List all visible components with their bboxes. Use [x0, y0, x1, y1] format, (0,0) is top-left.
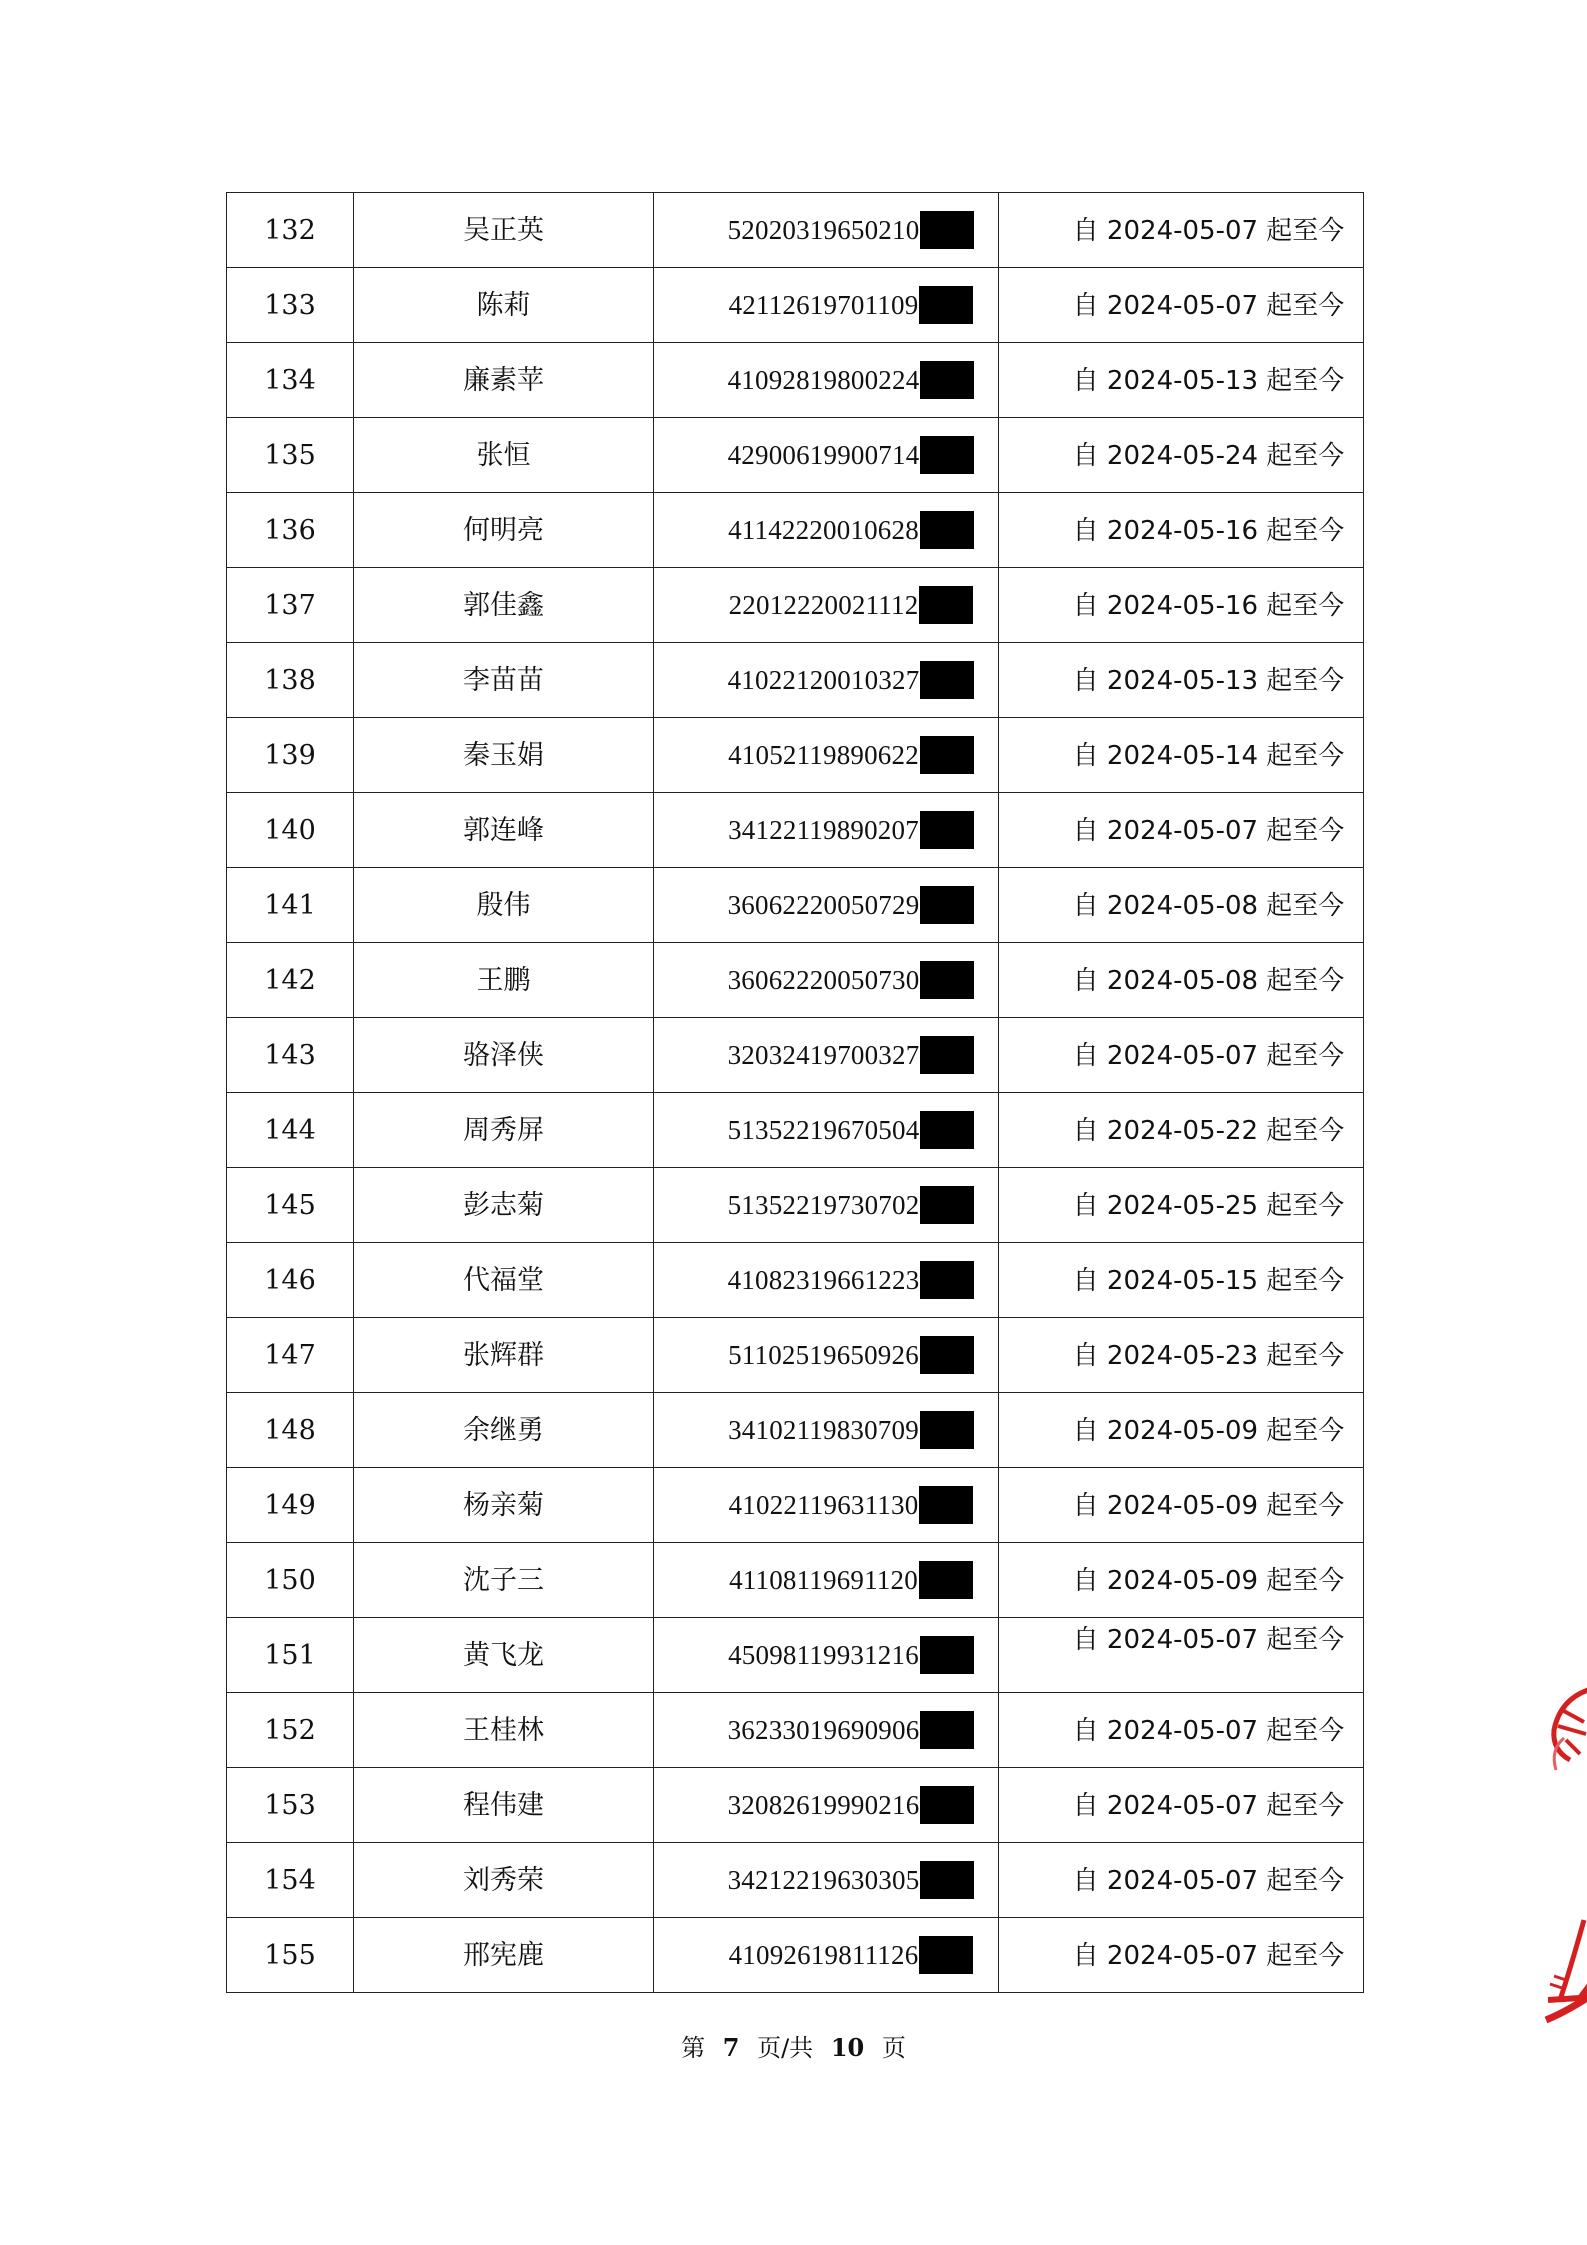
date-cell: [999, 1243, 1364, 1318]
id-number-wrap: [728, 1711, 975, 1749]
row-number-cell: 137: [227, 568, 354, 643]
name-cell: 代福堂: [354, 1243, 654, 1318]
date-text: 自 2024-05-24 起至今: [1072, 440, 1345, 471]
name-cell: 张恒: [354, 418, 654, 493]
date-text: 自 2024-05-07 起至今: [1072, 1040, 1345, 1071]
row-number-cell: 149: [227, 1468, 354, 1543]
date-cell: [999, 1468, 1364, 1543]
id-number-cell: [654, 1618, 999, 1693]
id-number-wrap: [728, 736, 974, 774]
date-cell: [999, 343, 1364, 418]
name-cell: 秦玉娟: [354, 718, 654, 793]
name-cell: 何明亮: [354, 493, 654, 568]
roster-table: [226, 192, 1364, 1993]
id-number-text: 41022119631130: [728, 1489, 919, 1520]
table-row: [227, 1393, 1364, 1468]
redaction-block: [920, 811, 974, 849]
date-text: 自 2024-05-07 起至今: [1072, 215, 1345, 246]
id-number-text: 36062220050730: [727, 964, 920, 995]
table-row: [227, 868, 1364, 943]
id-number-text: 34102119830709: [728, 1414, 919, 1445]
id-number-cell: [654, 343, 999, 418]
table-row: [227, 1018, 1364, 1093]
footer-suffix: 页: [881, 2034, 906, 2062]
id-number-wrap: [728, 1111, 975, 1149]
table-row: [227, 1318, 1364, 1393]
id-number-cell: [654, 1018, 999, 1093]
redaction-block: [919, 1561, 973, 1599]
name-cell: 刘秀荣: [354, 1843, 654, 1918]
row-number-cell: 142: [227, 943, 354, 1018]
row-number-cell: 148: [227, 1393, 354, 1468]
name-cell: 殷伟: [354, 868, 654, 943]
date-text: 自 2024-05-09 起至今: [1072, 1565, 1345, 1596]
date-cell: [999, 568, 1364, 643]
footer-current-page: 7: [722, 2033, 740, 2062]
table-row: [227, 718, 1364, 793]
table-row: [227, 1543, 1364, 1618]
redaction-block: [920, 661, 974, 699]
id-number-text: 36233019690906: [727, 1714, 920, 1745]
name-cell: 王鹏: [354, 943, 654, 1018]
name-cell: 郭连峰: [354, 793, 654, 868]
row-number-cell: 147: [227, 1318, 354, 1393]
id-number-wrap: [728, 961, 975, 999]
date-text: 自 2024-05-22 起至今: [1072, 1115, 1345, 1146]
redaction-block: [919, 1936, 973, 1974]
date-text: 自 2024-05-13 起至今: [1072, 665, 1345, 696]
redaction-block: [919, 1486, 973, 1524]
id-number-wrap: [728, 1336, 974, 1374]
redaction-block: [919, 286, 973, 324]
table-row: [227, 268, 1364, 343]
row-number-cell: 143: [227, 1018, 354, 1093]
name-cell: 黄飞龙: [354, 1618, 654, 1693]
id-number-wrap: [728, 211, 975, 249]
row-number-cell: 141: [227, 868, 354, 943]
id-number-cell: [654, 1093, 999, 1168]
table-row: [227, 1468, 1364, 1543]
row-number-cell: 138: [227, 643, 354, 718]
date-text: 自 2024-05-14 起至今: [1072, 740, 1345, 771]
redaction-block: [920, 1411, 974, 1449]
name-cell: 李苗苗: [354, 643, 654, 718]
id-number-text: 34122119890207: [728, 814, 919, 845]
date-text: 自 2024-05-23 起至今: [1072, 1340, 1345, 1371]
row-number-cell: 140: [227, 793, 354, 868]
date-cell: [999, 1168, 1364, 1243]
id-number-text: 51352219670504: [727, 1114, 920, 1145]
id-number-cell: [654, 1468, 999, 1543]
name-cell: 周秀屏: [354, 1093, 654, 1168]
row-number-cell: 154: [227, 1843, 354, 1918]
date-text: 自 2024-05-07 起至今: [1072, 1790, 1345, 1821]
name-cell: 骆泽侠: [354, 1018, 654, 1093]
table-row: [227, 1243, 1364, 1318]
row-number-cell: 146: [227, 1243, 354, 1318]
date-text: 自 2024-05-16 起至今: [1072, 515, 1345, 546]
id-number-cell: [654, 1243, 999, 1318]
red-seal-stamp: [1540, 1670, 1587, 2050]
date-cell: [999, 1018, 1364, 1093]
name-cell: 王桂林: [354, 1693, 654, 1768]
table-row: [227, 1768, 1364, 1843]
id-number-text: 41082319661223: [727, 1264, 920, 1295]
redaction-block: [920, 1261, 974, 1299]
id-number-text: 22012220021112: [728, 589, 919, 620]
date-cell: [999, 868, 1364, 943]
redaction-block: [920, 361, 974, 399]
table-row: [227, 1168, 1364, 1243]
row-number-cell: 134: [227, 343, 354, 418]
id-number-text: 41108119691120: [729, 1564, 918, 1595]
name-cell: 吴正英: [354, 193, 654, 268]
table-row: [227, 418, 1364, 493]
name-cell: 彭志菊: [354, 1168, 654, 1243]
id-number-wrap: [728, 436, 975, 474]
id-number-wrap: [729, 1561, 973, 1599]
date-cell: [999, 793, 1364, 868]
row-number-cell: 135: [227, 418, 354, 493]
id-number-cell: [654, 793, 999, 868]
table-row: [227, 493, 1364, 568]
id-number-cell: [654, 1318, 999, 1393]
redaction-block: [920, 736, 974, 774]
id-number-text: 32032419700327: [727, 1039, 920, 1070]
date-cell: [999, 1843, 1364, 1918]
date-text: 自 2024-05-07 起至今: [1072, 1715, 1345, 1746]
id-number-cell: [654, 1543, 999, 1618]
id-number-wrap: [728, 1861, 975, 1899]
name-cell: 余继勇: [354, 1393, 654, 1468]
id-number-wrap: [728, 661, 975, 699]
id-number-wrap: [728, 886, 975, 924]
table-row: [227, 193, 1364, 268]
id-number-text: 51352219730702: [727, 1189, 920, 1220]
table-row: [227, 1618, 1364, 1693]
redaction-block: [920, 886, 974, 924]
id-number-cell: [654, 418, 999, 493]
page-footer: [0, 2028, 1587, 2063]
table-row: [227, 343, 1364, 418]
row-number-cell: 139: [227, 718, 354, 793]
date-text: 自 2024-05-07 起至今: [1072, 1865, 1345, 1896]
row-number-cell: 136: [227, 493, 354, 568]
date-text: 自 2024-05-08 起至今: [1072, 890, 1345, 921]
date-cell: [999, 1768, 1364, 1843]
id-number-text: 32082619990216: [727, 1789, 920, 1820]
id-number-wrap: [729, 586, 974, 624]
row-number-cell: 155: [227, 1918, 354, 1993]
id-number-cell: [654, 868, 999, 943]
redaction-block: [920, 1336, 974, 1374]
id-number-text: 42900619900714: [727, 439, 920, 470]
id-number-wrap: [728, 1261, 975, 1299]
id-number-cell: [654, 1768, 999, 1843]
row-number-cell: 132: [227, 193, 354, 268]
date-text: 自 2024-05-09 起至今: [1072, 1415, 1345, 1446]
id-number-cell: [654, 493, 999, 568]
id-number-text: 41092619811126: [728, 1939, 919, 1970]
date-cell: [999, 1393, 1364, 1468]
redaction-block: [920, 1711, 974, 1749]
id-number-text: 41142220010628: [728, 514, 919, 545]
row-number-cell: 133: [227, 268, 354, 343]
redaction-block: [920, 1111, 974, 1149]
table-row: [227, 568, 1364, 643]
date-cell: [999, 193, 1364, 268]
redaction-block: [919, 586, 973, 624]
date-cell: [999, 1693, 1364, 1768]
id-number-text: 51102519650926: [728, 1339, 919, 1370]
date-text: 自 2024-05-07 起至今: [1072, 815, 1345, 846]
id-number-text: 41052119890622: [728, 739, 919, 770]
id-number-wrap: [728, 1636, 974, 1674]
footer-prefix: 第: [681, 2034, 706, 2062]
id-number-cell: [654, 1918, 999, 1993]
id-number-wrap: [728, 1186, 975, 1224]
date-text: 自 2024-05-13 起至今: [1072, 365, 1345, 396]
name-cell: 程伟建: [354, 1768, 654, 1843]
id-number-wrap: [729, 286, 974, 324]
redaction-block: [920, 1786, 974, 1824]
date-text: 自 2024-05-25 起至今: [1072, 1190, 1345, 1221]
table-row: [227, 793, 1364, 868]
name-cell: 张辉群: [354, 1318, 654, 1393]
redaction-block: [920, 961, 974, 999]
id-number-cell: [654, 643, 999, 718]
id-number-wrap: [728, 511, 974, 549]
date-cell: [999, 1543, 1364, 1618]
id-number-text: 41092819800224: [727, 364, 920, 395]
id-number-text: 41022120010327: [727, 664, 920, 695]
table-row: [227, 943, 1364, 1018]
id-number-wrap: [729, 1486, 974, 1524]
name-cell: 邢宪鹿: [354, 1918, 654, 1993]
date-text: 自 2024-05-08 起至今: [1072, 965, 1345, 996]
date-text: 自 2024-05-16 起至今: [1072, 590, 1345, 621]
id-number-cell: [654, 193, 999, 268]
id-number-cell: [654, 1843, 999, 1918]
date-cell: [999, 418, 1364, 493]
id-number-wrap: [728, 1411, 974, 1449]
id-number-cell: [654, 718, 999, 793]
date-cell: [999, 1618, 1364, 1693]
row-number-cell: 144: [227, 1093, 354, 1168]
id-number-text: 34212219630305: [727, 1864, 920, 1895]
date-cell: [999, 718, 1364, 793]
redaction-block: [920, 1036, 974, 1074]
footer-middle: 页/共: [757, 2034, 814, 2062]
id-number-cell: [654, 1393, 999, 1468]
id-number-wrap: [728, 1036, 975, 1074]
id-number-cell: [654, 268, 999, 343]
date-text: 自 2024-05-15 起至今: [1072, 1265, 1345, 1296]
id-number-cell: [654, 1693, 999, 1768]
id-number-wrap: [728, 361, 975, 399]
row-number-cell: 145: [227, 1168, 354, 1243]
redaction-block: [920, 511, 974, 549]
date-text: 自 2024-05-07 起至今: [1072, 290, 1345, 321]
name-cell: 杨亲菊: [354, 1468, 654, 1543]
roster-table-body: [227, 193, 1364, 1993]
id-number-wrap: [728, 811, 974, 849]
id-number-text: 36062220050729: [727, 889, 920, 920]
id-number-wrap: [728, 1786, 975, 1824]
table-row: [227, 1843, 1364, 1918]
date-cell: [999, 1318, 1364, 1393]
date-cell: [999, 1093, 1364, 1168]
date-text: 自 2024-05-09 起至今: [1072, 1490, 1345, 1521]
id-number-text: 45098119931216: [728, 1639, 919, 1670]
footer-total-pages: 10: [830, 2033, 865, 2062]
row-number-cell: 150: [227, 1543, 354, 1618]
id-number-wrap: [729, 1936, 974, 1974]
redaction-block: [920, 1186, 974, 1224]
date-cell: [999, 493, 1364, 568]
redaction-block: [920, 1861, 974, 1899]
id-number-text: 52020319650210: [727, 214, 920, 245]
name-cell: 郭佳鑫: [354, 568, 654, 643]
date-cell: [999, 268, 1364, 343]
date-text: 自 2024-05-07 起至今: [1072, 1624, 1345, 1655]
row-number-cell: 152: [227, 1693, 354, 1768]
name-cell: 沈子三: [354, 1543, 654, 1618]
date-text: 自 2024-05-07 起至今: [1072, 1940, 1345, 1971]
table-row: [227, 643, 1364, 718]
redaction-block: [920, 1636, 974, 1674]
id-number-text: 42112619701109: [728, 289, 919, 320]
redaction-block: [920, 211, 974, 249]
name-cell: 陈莉: [354, 268, 654, 343]
name-cell: 廉素苹: [354, 343, 654, 418]
date-cell: [999, 643, 1364, 718]
id-number-cell: [654, 943, 999, 1018]
date-cell: [999, 943, 1364, 1018]
table-row: [227, 1693, 1364, 1768]
redaction-block: [920, 436, 974, 474]
table-row: [227, 1918, 1364, 1993]
id-number-cell: [654, 568, 999, 643]
row-number-cell: 151: [227, 1618, 354, 1693]
table-row: [227, 1093, 1364, 1168]
date-cell: [999, 1918, 1364, 1993]
row-number-cell: 153: [227, 1768, 354, 1843]
id-number-cell: [654, 1168, 999, 1243]
